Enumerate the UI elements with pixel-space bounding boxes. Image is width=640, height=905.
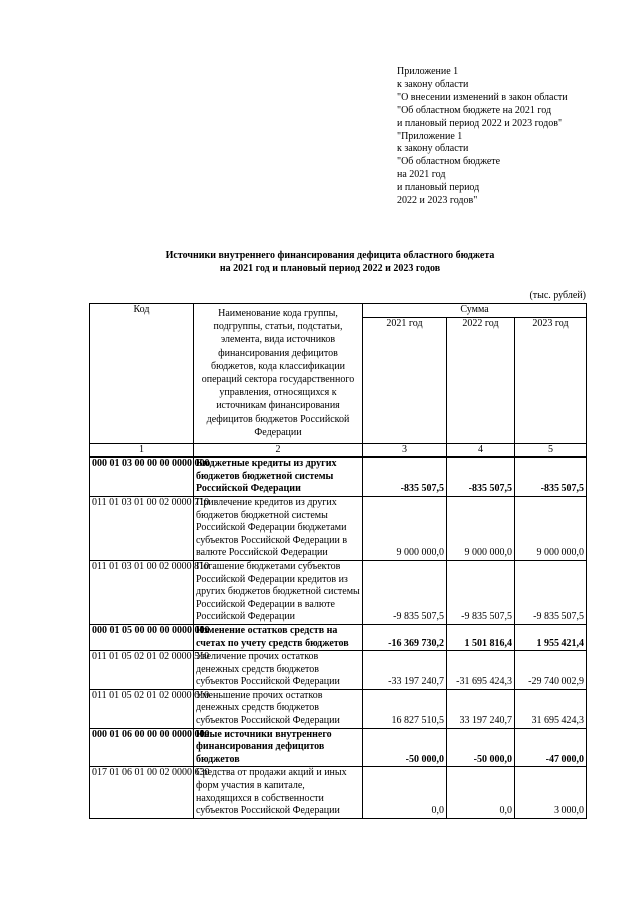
- value-2023: 31 695 424,3: [515, 689, 587, 728]
- value-2023: -9 835 507,5: [515, 560, 587, 624]
- row-code: 011 01 03 01 00 02 0000 810: [90, 560, 194, 624]
- appendix-line: и плановый период 2022 и 2023 годов": [397, 117, 563, 129]
- table-row: [90, 560, 587, 624]
- header-code: Код: [90, 304, 194, 444]
- row-code: 011 01 03 01 00 02 0000 710: [90, 496, 194, 560]
- value-2022: -31 695 424,3: [447, 651, 515, 690]
- value-2022: 33 197 240,7: [447, 689, 515, 728]
- title-line: Источники внутреннего финансирования дефицита областного бюджета: [165, 250, 495, 261]
- appendix-line: и плановый период: [397, 182, 480, 194]
- value-2023: 3 000,0: [515, 767, 587, 818]
- row-name: Средства от продажи акций и иных форм участия в капитале, находящихся в собственности субъектов Российской Федерации: [194, 767, 363, 818]
- table-row: [90, 689, 587, 728]
- table-row: [90, 728, 587, 767]
- value-2021: 16 827 510,5: [363, 689, 447, 728]
- value-2022: -9 835 507,5: [447, 560, 515, 624]
- row-name: Привлечение кредитов из других бюджетов бюджетной системы Российской Федерации бюджетами субъектов Российской Федерации в валюте Российской Федерации: [194, 496, 363, 560]
- column-number: 3: [363, 443, 447, 457]
- header-2022: 2022 год: [447, 317, 515, 443]
- appendix-note: [397, 66, 568, 208]
- value-2021: -50 000,0: [363, 728, 447, 767]
- appendix-line: к закону области: [397, 143, 469, 155]
- row-code: 011 01 05 02 01 02 0000 510: [90, 651, 194, 690]
- value-2023: -29 740 002,9: [515, 651, 587, 690]
- header-name: Наименование кода группы, подгруппы, статьи, подстатьи, элемента, вида источников финансирования дефицитов бюджетов, кода классификации операций сектора государственного управления, относящихся к источникам финансирования дефицитов бюджетов Российской Федерации: [194, 304, 363, 444]
- row-code: 000 01 03 00 00 00 0000 000: [90, 457, 194, 496]
- value-2022: 1 501 816,4: [447, 624, 515, 650]
- value-2021: -835 507,5: [363, 457, 447, 496]
- appendix-line: Приложение 1: [397, 66, 459, 77]
- row-name: Увеличение прочих остатков денежных средств бюджетов субъектов Российской Федерации: [194, 651, 363, 690]
- column-number: 5: [515, 443, 587, 457]
- value-2021: -9 835 507,5: [363, 560, 447, 624]
- appendix-line: 2022 и 2023 годов": [397, 195, 478, 207]
- column-number: 4: [447, 443, 515, 457]
- header-sum: Сумма: [363, 304, 587, 318]
- units-label: (тыс. рублей): [529, 290, 586, 301]
- financing-sources-table: [89, 303, 587, 819]
- appendix-line: "Об областном бюджете на 2021 год: [397, 104, 552, 116]
- appendix-line: "О внесении изменений в закон области: [397, 91, 568, 103]
- table-row: [90, 767, 587, 818]
- appendix-line: к закону области: [397, 78, 469, 90]
- value-2021: -33 197 240,7: [363, 651, 447, 690]
- header-2021: 2021 год: [363, 317, 447, 443]
- appendix-line: на 2021 год: [397, 169, 446, 181]
- value-2023: -47 000,0: [515, 728, 587, 767]
- document-title: [100, 249, 560, 275]
- column-number: 2: [194, 443, 363, 457]
- value-2022: -50 000,0: [447, 728, 515, 767]
- value-2021: 0,0: [363, 767, 447, 818]
- row-code: 017 01 06 01 00 02 0000 630: [90, 767, 194, 818]
- value-2023: 9 000 000,0: [515, 496, 587, 560]
- row-code: 011 01 05 02 01 02 0000 610: [90, 689, 194, 728]
- table-row: [90, 457, 587, 496]
- table-row: [90, 624, 587, 650]
- table-row: [90, 496, 587, 560]
- value-2021: -16 369 730,2: [363, 624, 447, 650]
- value-2021: 9 000 000,0: [363, 496, 447, 560]
- row-code: 000 01 05 00 00 00 0000 000: [90, 624, 194, 650]
- value-2022: 0,0: [447, 767, 515, 818]
- row-name: Погашение бюджетами субъектов Российской Федерации кредитов из других бюджетов бюджетной системы Российской Федерации в валюте Российской Федерации: [194, 560, 363, 624]
- value-2022: 9 000 000,0: [447, 496, 515, 560]
- appendix-line: "Приложение 1: [397, 130, 463, 142]
- appendix-line: "Об областном бюджете: [397, 156, 501, 168]
- row-code: 000 01 06 00 00 00 0000 000: [90, 728, 194, 767]
- row-name: Изменение остатков средств на счетах по учету средств бюджетов: [194, 624, 363, 650]
- value-2023: 1 955 421,4: [515, 624, 587, 650]
- table-row: [90, 651, 587, 690]
- header-2023: 2023 год: [515, 317, 587, 443]
- row-name: Бюджетные кредиты из других бюджетов бюджетной системы Российской Федерации: [194, 457, 363, 496]
- title-line: на 2021 год и плановый период 2022 и 2023 годов: [219, 263, 441, 274]
- value-2022: -835 507,5: [447, 457, 515, 496]
- row-name: Иные источники внутреннего финансирования дефицитов бюджетов: [194, 728, 363, 767]
- value-2023: -835 507,5: [515, 457, 587, 496]
- column-number: 1: [90, 443, 194, 457]
- row-name: Уменьшение прочих остатков денежных средств бюджетов субъектов Российской Федерации: [194, 689, 363, 728]
